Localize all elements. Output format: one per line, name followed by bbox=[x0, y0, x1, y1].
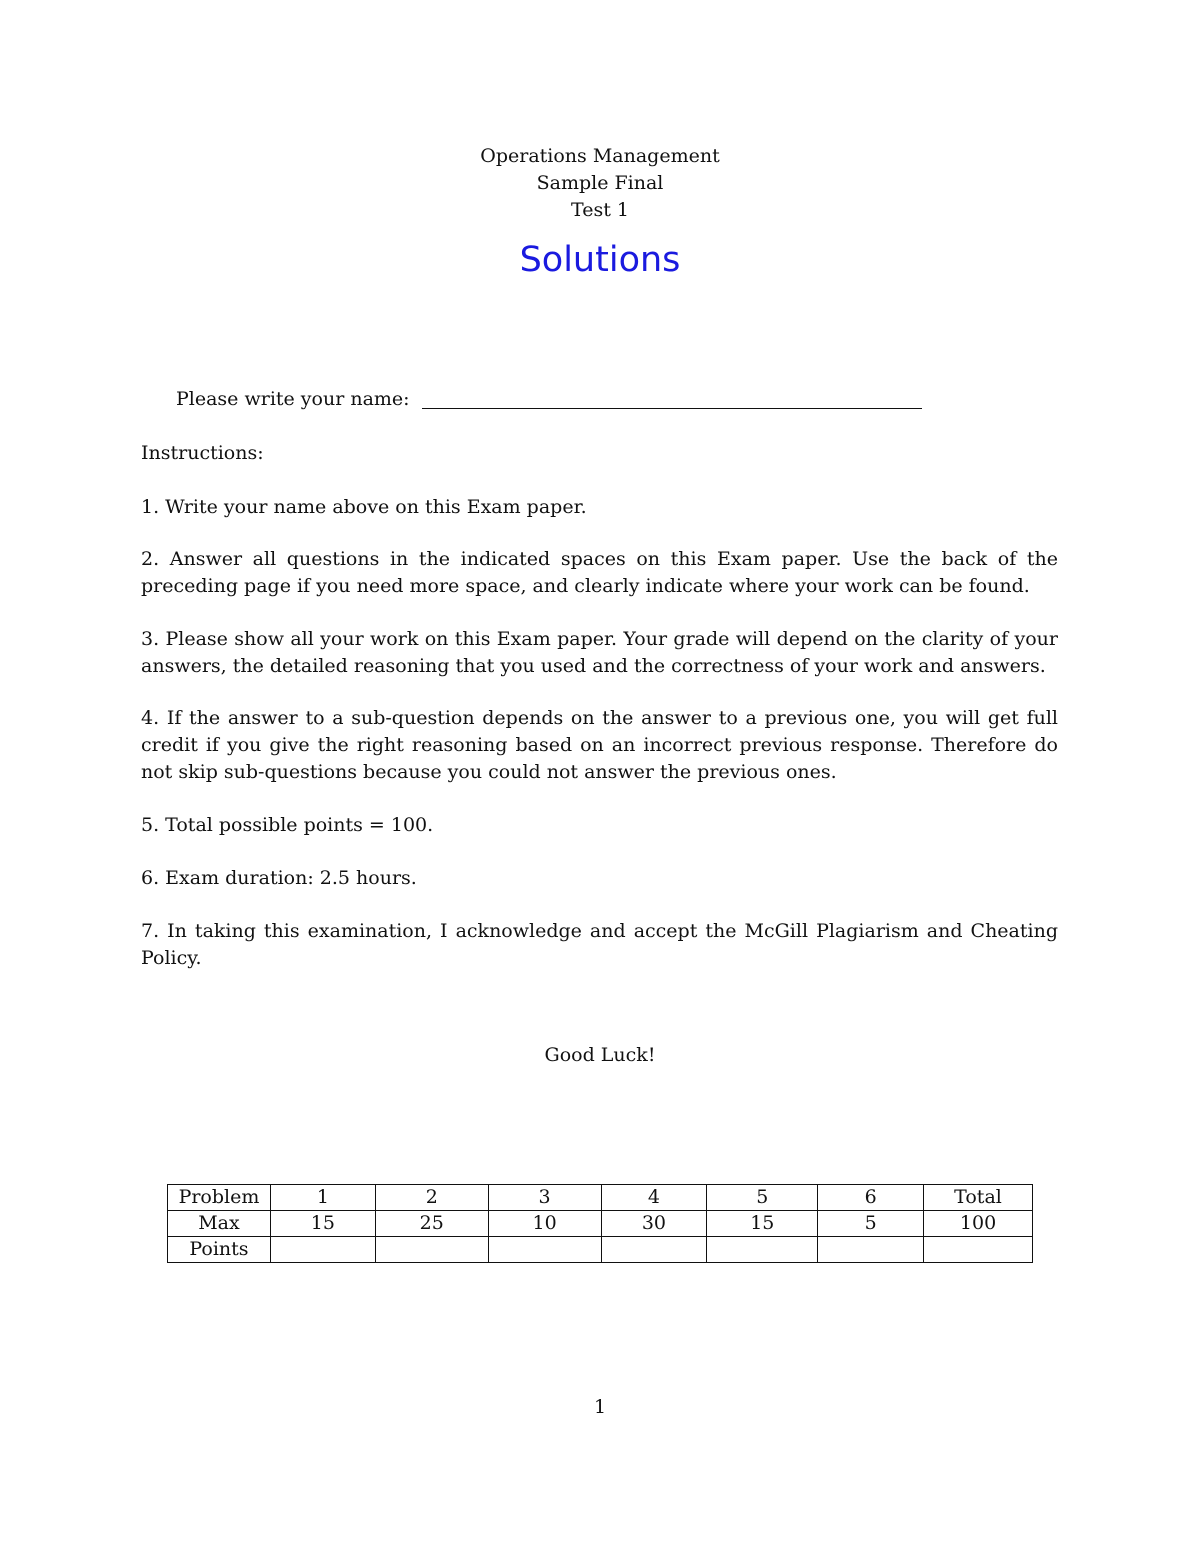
test-title: Test 1 bbox=[571, 199, 629, 221]
course-title: Operations Management bbox=[480, 145, 720, 167]
points-entry-cell[interactable] bbox=[488, 1237, 601, 1263]
instruction-item: 7. In taking this examination, I acknowledge and accept the McGill Plagiarism and Cheating Policy. bbox=[141, 920, 1058, 969]
exam-title: Sample Final bbox=[536, 172, 664, 194]
points-entry-cell[interactable] bbox=[924, 1237, 1033, 1263]
score-table-row-problem bbox=[168, 1185, 1033, 1211]
instruction-item: 2. Answer all questions in the indicated spaces on this Exam paper. Use the back of the preceding page if you need more space, and clearly indicate where your work can be found. bbox=[141, 548, 1058, 597]
points-entry-cell[interactable] bbox=[818, 1237, 924, 1263]
instruction-item: 4. If the answer to a sub-question depends on the answer to a previous one, you will get full credit if you give the right reasoning based on an incorrect previous response. Therefore do not skip sub-questions because you could not answer the previous ones. bbox=[141, 707, 1058, 783]
points-entry-cell[interactable] bbox=[601, 1237, 707, 1263]
table-cell: Total bbox=[924, 1185, 1033, 1211]
name-blank-line[interactable] bbox=[422, 408, 922, 409]
table-cell: 25 bbox=[375, 1211, 488, 1237]
solutions-heading: Solutions bbox=[519, 240, 681, 280]
name-prompt: Please write your name: bbox=[176, 388, 410, 410]
table-cell: 5 bbox=[707, 1185, 818, 1211]
table-cell: 15 bbox=[270, 1211, 375, 1237]
instruction-item: 5. Total possible points = 100. bbox=[141, 814, 434, 836]
points-entry-cell[interactable] bbox=[375, 1237, 488, 1263]
table-cell: Points bbox=[168, 1237, 271, 1263]
table-cell: 10 bbox=[488, 1211, 601, 1237]
table-cell: 100 bbox=[924, 1211, 1033, 1237]
good-luck-text: Good Luck! bbox=[544, 1044, 656, 1066]
table-cell: 15 bbox=[707, 1211, 818, 1237]
table-cell: 30 bbox=[601, 1211, 707, 1237]
table-cell: 3 bbox=[488, 1185, 601, 1211]
points-entry-cell[interactable] bbox=[707, 1237, 818, 1263]
table-cell: 2 bbox=[375, 1185, 488, 1211]
table-cell: 5 bbox=[818, 1211, 924, 1237]
name-row bbox=[176, 386, 922, 412]
table-cell: Max bbox=[168, 1211, 271, 1237]
instruction-item: 1. Write your name above on this Exam paper. bbox=[141, 496, 587, 518]
instruction-item: 6. Exam duration: 2.5 hours. bbox=[141, 867, 417, 889]
score-table-row-points bbox=[168, 1237, 1033, 1263]
table-cell: 6 bbox=[818, 1185, 924, 1211]
instructions-heading: Instructions: bbox=[141, 442, 264, 464]
table-cell: 1 bbox=[270, 1185, 375, 1211]
score-table bbox=[167, 1184, 1033, 1263]
score-table-row-max bbox=[168, 1211, 1033, 1237]
points-entry-cell[interactable] bbox=[270, 1237, 375, 1263]
page-number: 1 bbox=[593, 1396, 607, 1418]
instruction-item: 3. Please show all your work on this Exam paper. Your grade will depend on the clarity of your answers, the detailed reasoning that you used and the correctness of your work and answers. bbox=[141, 628, 1058, 677]
table-cell: Problem bbox=[168, 1185, 271, 1211]
table-cell: 4 bbox=[601, 1185, 707, 1211]
